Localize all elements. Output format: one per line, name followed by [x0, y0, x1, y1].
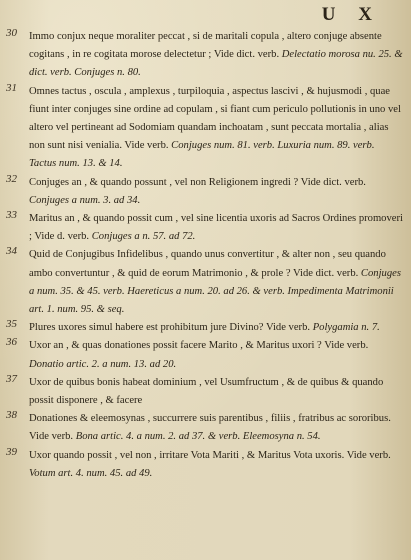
entry-reference: Polygamia n. 7.: [312, 322, 380, 334]
entry-reference: Votum art. 4. num. 45. ad 49.: [29, 467, 153, 479]
entry-33: [6, 208, 403, 244]
entry-number: 38: [6, 409, 17, 422]
entry-reference: Conjuges a n. 57. ad 72.: [91, 231, 196, 243]
entry-text: Maritus an , & quando possit cum , vel sine licentia uxoris ad Sacros Ordines promoveri ; Vide d. verb. Conjuges a n. 57. ad 72.: [29, 213, 403, 243]
entry-number: 34: [6, 245, 17, 258]
entry-text: Immo conjux neque moraliter peccat , si de maritali copula , altero conjuge absente cogitans , in re cogitata morose delectetur ; Vide dict. verb. Delectatio morosa nu. 25. & dict. verb. Conjuges n. 80.: [29, 31, 403, 79]
page-header: U X: [321, 4, 381, 25]
entry-34: [6, 244, 403, 317]
entry-text: Uxor quando possit , vel non , irritare Vota Mariti , & Maritus Vota uxoris. Vide verb. Votum art. 4. num. 45. ad 49.: [29, 449, 391, 479]
entry-35: [6, 317, 403, 335]
entry-30: [6, 26, 403, 81]
entry-number: 35: [6, 318, 17, 331]
entry-reference: Conjuges a num. 3. ad 34.: [29, 194, 141, 206]
entry-number: 32: [6, 172, 17, 185]
entry-text: Quid de Conjugibus Infidelibus , quando unus convertitur , & alter non , seu quando ambo convertuntur , & quid de eorum Matrimonio , & prole ? Vide dict. verb. Conjuges a num. 35. & 45. verb. Haereticus a num. 20. ad 26. & verb. Impedimenta Matrimonii art. 1. num. 95. & seq.: [29, 249, 401, 316]
entry-text: Plures uxores simul habere est prohibitum jure Divino? Vide verb. Polygamia n. 7.: [29, 322, 380, 334]
entry-text: Omnes tactus , oscula , amplexus , turpiloquia , aspectus lascivi , & hujusmodi , quae fiunt inter conjuges sine ordine ad copulam , si fiant cum periculo pollutionis in uno vel altero vel pertineant ad Sodomiam quandam inchoatam , sunt peccata mortalia , alias non sunt nisi venialia. Vide verb. Conjuges num. 81. verb. Luxuria num. 89. verb. Tactus num. 13. & 14.: [29, 85, 401, 170]
entry-number: 39: [6, 445, 17, 458]
entry-text: Uxor de quibus bonis habeat dominium , vel Usumfructum , & de quibus & quando possit disponere , & facere: [29, 376, 384, 407]
entry-32: [6, 172, 403, 208]
entry-number: 30: [6, 27, 17, 39]
entry-39: [6, 445, 403, 481]
entry-number: 36: [6, 336, 17, 349]
entry-31: [6, 81, 403, 172]
entry-37: [6, 372, 403, 408]
entry-reference: Conjuges a num. 35. & 45. verb. Haereticus a num. 20. ad 26. & verb. Impedimenta Matrimonii art. 1. num. 95. & seq.: [29, 267, 401, 316]
entry-36: [6, 335, 403, 371]
entry-text: Donationes & eleemosynas , succurrere suis parentibus , filiis , fratribus ac sororibus. Vide verb. Bona artic. 4. a num. 2. ad 37. & verb. Eleemosyna n. 54.: [29, 413, 391, 443]
entry-reference: Delectatio morosa nu. 25. & dict. verb. Conjuges n. 80.: [29, 49, 403, 79]
entry-number: 37: [6, 372, 17, 385]
entry-number: 31: [6, 81, 17, 94]
entry-reference: Bona artic. 4. a num. 2. ad 37. & verb. Eleemosyna n. 54.: [75, 431, 321, 443]
entry-number: 33: [6, 209, 17, 222]
entry-text: Uxor an , & quas donationes possit facere Marito , & Maritus uxori ? Vide verb. Donatio artic. 2. a num. 13. ad 20.: [29, 340, 369, 370]
entry-text: Conjuges an , & quando possunt , vel non Religionem ingredi ? Vide dict. verb. Conjuges a num. 3. ad 34.: [29, 176, 366, 206]
entry-reference: Conjuges num. 81. verb. Luxuria num. 89. verb. Tactus num. 13. & 14.: [29, 140, 375, 170]
entry-38: [6, 408, 403, 444]
entry-reference: Donatio artic. 2. a num. 13. ad 20.: [29, 358, 177, 370]
